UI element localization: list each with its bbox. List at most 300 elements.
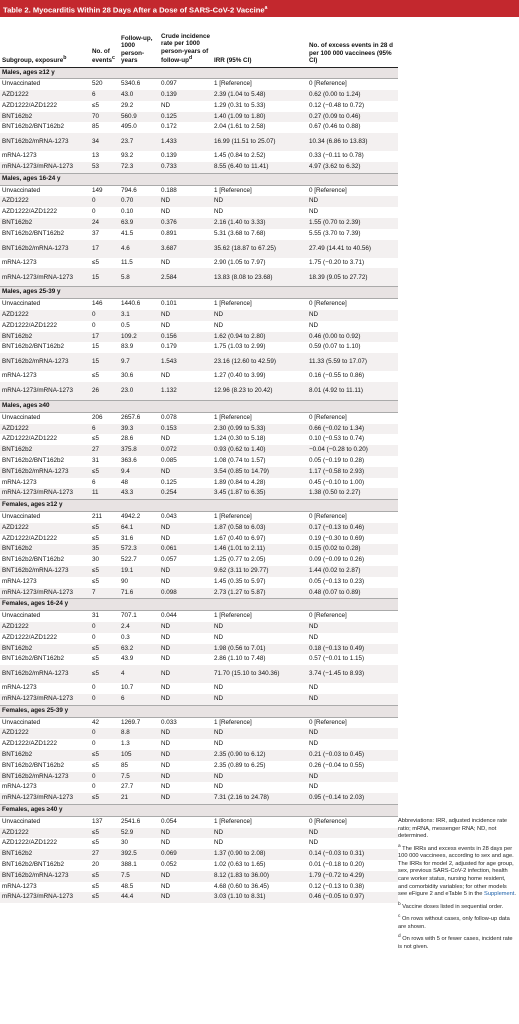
exposure-cell: AZD1222/AZD1222 (2, 321, 57, 329)
excess-cell: 27.49 (14.41 to 40.56) (307, 240, 398, 258)
section-label: Females, ages ≥12 y (0, 500, 398, 512)
events-cell: 0 (92, 740, 96, 748)
irr-cell: ND (212, 728, 307, 739)
irr-cell: 1.87 (0.58 to 6.03) (212, 523, 307, 534)
exposure-cell: BNT162b2/mRNA-1273 (0, 240, 90, 258)
exposure-cell: AZD1222 (0, 728, 90, 739)
irr-cell: 3.54 (0.85 to 14.79) (212, 467, 307, 478)
events-cell: 27 (90, 849, 119, 860)
irr-cell: 1.89 (0.84 to 4.28) (214, 478, 266, 486)
table-row (0, 310, 398, 321)
table-row (0, 728, 398, 739)
section-label: Females, ages 25-39 y (0, 705, 398, 717)
footnote-b: $^b$ Vaccine doses listed in sequential order. (398, 901, 504, 910)
exposure-cell: AZD1222/AZD1222 (2, 633, 57, 641)
section-label: Females, ages 16-24 y (0, 599, 398, 611)
exposure-cell: BNT162b2 (0, 750, 90, 761)
followup-cell: 10.7 (121, 684, 134, 692)
irr-cell: 2.39 (1.04 to 5.48) (212, 90, 307, 101)
excess-cell: 10.34 (6.86 to 13.83) (307, 133, 398, 151)
followup-cell: 109.2 (119, 332, 159, 343)
followup-cell: 707.1 (121, 612, 137, 620)
excess-cell: 8.01 (4.92 to 11.11) (307, 382, 398, 401)
table-row (0, 268, 398, 287)
excess-cell: 0.46 (−0.05 to 0.97) (307, 892, 398, 903)
col-followup: Follow-up, 1000 person-years (119, 19, 159, 67)
events-cell: ≤5 (92, 258, 99, 266)
section-header (0, 500, 398, 512)
events-cell: ≤5 (92, 101, 99, 109)
followup-cell: 0.70 (119, 196, 159, 207)
followup-cell: 31.6 (121, 534, 134, 542)
excess-cell: 0.10 (−0.53 to 0.74) (309, 435, 365, 443)
exposure-cell: mRNA-1273/mRNA-1273 (0, 162, 90, 173)
excess-cell: ND (309, 321, 319, 329)
table-row (0, 371, 398, 382)
followup-cell: 30 (121, 839, 129, 847)
exposure-cell: BNT162b2/mRNA-1273 (0, 566, 90, 577)
followup-cell: 392.5 (119, 849, 159, 860)
followup-cell: 48.5 (121, 882, 134, 890)
irr-cell: ND (214, 684, 224, 692)
irr-cell: 1.62 (0.94 to 2.80) (212, 332, 307, 343)
table-row (0, 424, 398, 435)
excess-cell: 0 [Reference] (309, 300, 347, 308)
table-row (0, 860, 398, 871)
irr-cell: 3.45 (1.87 to 6.35) (212, 488, 307, 499)
rate-cell: ND (161, 258, 171, 266)
followup-cell: 90 (121, 577, 129, 585)
rate-cell: 0.188 (161, 186, 177, 194)
table-row (0, 665, 398, 683)
rate-cell: ND (161, 740, 171, 748)
exposure-cell: BNT162b2/mRNA-1273 (0, 871, 90, 882)
irr-cell: 1.75 (1.03 to 2.99) (214, 343, 266, 351)
col-irr: IRR (95% CI) (212, 19, 307, 67)
excess-cell: 5.55 (3.70 to 7.39) (309, 229, 361, 237)
excess-cell: ND (309, 740, 319, 748)
rate-cell: ND (161, 684, 171, 692)
table-row (0, 240, 398, 258)
exposure-cell: AZD1222/AZD1222 (2, 101, 57, 109)
exposure-cell: mRNA-1273 (2, 258, 37, 266)
excess-cell: 18.39 (9.05 to 27.72) (307, 268, 398, 287)
followup-cell: 52.9 (119, 828, 159, 839)
rate-cell: 0.054 (161, 817, 177, 825)
irr-cell: 1.45 (0.35 to 5.97) (214, 577, 266, 585)
excess-cell: ND (309, 633, 319, 641)
rate-cell: ND (161, 208, 171, 216)
excess-cell: 0.12 (−0.13 to 0.38) (309, 882, 365, 890)
exposure-cell: Unvaccinated (2, 718, 41, 726)
table-row (0, 750, 398, 761)
exposure-cell: AZD1222/AZD1222 (2, 435, 57, 443)
table-row (0, 871, 398, 882)
excess-cell: ND (307, 694, 398, 705)
followup-cell: 5.8 (119, 268, 159, 287)
irr-cell: 2.35 (0.89 to 6.25) (214, 761, 266, 769)
events-cell: ≤5 (90, 793, 119, 804)
section-header (0, 599, 398, 611)
exposure-cell: Unvaccinated (2, 186, 41, 194)
followup-cell: 105 (119, 750, 159, 761)
followup-cell: 19.1 (119, 566, 159, 577)
table-row (0, 382, 398, 401)
myocarditis-table (0, 19, 398, 903)
excess-cell: 0.19 (−0.30 to 0.69) (309, 534, 365, 542)
followup-cell: 388.1 (121, 860, 137, 868)
table-row (0, 683, 398, 694)
irr-cell: 2.90 (1.05 to 7.97) (214, 258, 266, 266)
followup-cell: 43.3 (119, 488, 159, 499)
footnote-d: $^d$ On rows with 5 or fewer cases, incident rate is not given. (398, 934, 513, 950)
footnote-c: $^c$ On rows without cases, only follow-up data are shown. (398, 914, 510, 930)
table-row (0, 412, 398, 423)
followup-cell: 48 (121, 478, 129, 486)
rate-cell: ND (159, 828, 212, 839)
excess-cell: 0 [Reference] (309, 817, 347, 825)
events-cell: 6 (90, 90, 119, 101)
rate-cell: ND (159, 644, 212, 655)
events-cell: 0 (92, 633, 96, 641)
irr-cell: 1.25 (0.77 to 2.05) (214, 556, 266, 564)
table-row (0, 185, 398, 196)
rate-cell: ND (159, 750, 212, 761)
rate-cell: ND (161, 882, 171, 890)
irr-cell: 8.12 (1.83 to 36.00) (212, 871, 307, 882)
rate-cell: 0.179 (161, 343, 177, 351)
events-cell: 137 (92, 817, 103, 825)
footnote-a: $^a$ The IRRs and excess events in 28 days per 100 000 vaccinees, according to sex and age. The IRRs for model 2, adjusted for age group, sex, previous SARS-CoV-2 infection, health care worker status, nursing home resident, and comorbidity variables; for other models see eFigure 2 and eTable 5 in the Supplement. (398, 843, 516, 898)
irr-cell: 1.67 (0.40 to 6.97) (214, 534, 266, 542)
irr-cell: 2.86 (1.10 to 7.48) (214, 655, 266, 663)
table-row (0, 122, 398, 133)
events-cell: 27 (90, 445, 119, 456)
table-row (0, 229, 398, 240)
table-row (0, 112, 398, 123)
excess-cell: 0.18 (−0.13 to 0.49) (307, 644, 398, 655)
table-row (0, 445, 398, 456)
rate-cell: 0.057 (161, 556, 177, 564)
rate-cell: 0.125 (161, 478, 177, 486)
events-cell: 520 (92, 80, 103, 88)
events-cell: 15 (92, 343, 100, 351)
events-cell: 211 (92, 513, 103, 520)
events-cell: ≤5 (90, 523, 119, 534)
excess-cell: 0.95 (−0.14 to 2.03) (307, 793, 398, 804)
irr-cell: 2.35 (0.90 to 6.12) (212, 750, 307, 761)
table-row (0, 622, 398, 633)
events-cell: 6 (92, 478, 96, 486)
events-cell: 37 (92, 229, 100, 237)
irr-cell: 5.31 (3.68 to 7.68) (214, 229, 266, 237)
excess-cell: 0.66 (−0.02 to 1.34) (307, 424, 398, 435)
events-cell: 35 (90, 544, 119, 555)
events-cell: 24 (90, 218, 119, 229)
excess-cell: 0 [Reference] (309, 513, 347, 520)
followup-cell: 560.9 (119, 112, 159, 123)
followup-cell: 1440.6 (121, 300, 141, 308)
excess-cell: 0 [Reference] (309, 413, 347, 421)
irr-cell: 1.27 (0.40 to 3.99) (214, 372, 266, 380)
events-cell: ≤5 (90, 828, 119, 839)
excess-cell: 11.33 (5.59 to 17.07) (307, 353, 398, 371)
table-row (0, 342, 398, 353)
exposure-cell: BNT162b2 (0, 644, 90, 655)
events-cell: 0 (90, 728, 119, 739)
table-row (0, 488, 398, 499)
events-cell: 6 (90, 424, 119, 435)
table-row (0, 782, 398, 793)
exposure-cell: AZD1222 (0, 196, 90, 207)
followup-cell: 794.6 (121, 186, 137, 194)
exposure-cell: mRNA-1273/mRNA-1273 (0, 268, 90, 287)
section-label: Males, ages 25-39 y (0, 287, 398, 299)
rate-cell: 0.172 (161, 123, 177, 131)
table-row (0, 456, 398, 467)
exposure-cell: AZD1222/AZD1222 (2, 839, 57, 847)
rate-cell: 0.085 (161, 457, 177, 465)
followup-cell: 83.9 (121, 343, 134, 351)
rate-cell: ND (159, 310, 212, 321)
excess-cell: ND (309, 839, 319, 847)
excess-cell: −0.04 (−0.28 to 0.20) (307, 445, 398, 456)
excess-cell: 0.16 (−0.55 to 0.86) (309, 372, 365, 380)
excess-cell: ND (309, 208, 319, 216)
events-cell: ≤5 (92, 435, 99, 443)
table-row (0, 79, 398, 90)
table-title: Table 2. Myocarditis Within 28 Days After a Dose of SARS-CoV-2 Vaccine$^a$ (0, 0, 519, 17)
exposure-cell: BNT162b2/mRNA-1273 (0, 467, 90, 478)
exposure-cell: AZD1222/AZD1222 (2, 534, 57, 542)
table-row (0, 90, 398, 101)
table-row (0, 133, 398, 151)
events-cell: 0 (92, 208, 96, 216)
exposure-cell: Unvaccinated (2, 300, 41, 308)
rate-cell: 0.733 (159, 162, 212, 173)
excess-cell: ND (309, 783, 319, 791)
rate-cell: ND (159, 793, 212, 804)
events-cell: 149 (92, 186, 103, 194)
irr-cell: 7.31 (2.16 to 24.78) (212, 793, 307, 804)
followup-cell: 63.9 (119, 218, 159, 229)
followup-cell: 43.0 (119, 90, 159, 101)
rate-cell: 0.061 (159, 544, 212, 555)
events-cell: 26 (90, 382, 119, 401)
excess-cell: 0.62 (0.00 to 1.24) (307, 90, 398, 101)
exposure-cell: mRNA-1273 (2, 684, 37, 692)
events-cell: ≤5 (90, 665, 119, 683)
section-header (0, 173, 398, 185)
table-row (0, 793, 398, 804)
irr-cell: 1.46 (1.01 to 2.11) (212, 544, 307, 555)
excess-cell: 0.01 (−0.18 to 0.20) (309, 860, 365, 868)
exposure-cell: BNT162b2/BNT162b2 (2, 457, 64, 465)
exposure-cell: Unvaccinated (2, 413, 41, 421)
table-row (0, 644, 398, 655)
excess-cell: 0.45 (−0.10 to 1.00) (309, 478, 365, 486)
rate-cell: ND (161, 321, 171, 329)
rate-cell: 0.376 (159, 218, 212, 229)
followup-cell: 0.5 (121, 321, 130, 329)
exposure-cell: mRNA-1273 (2, 783, 37, 791)
excess-cell: 0 [Reference] (309, 612, 347, 620)
excess-cell: 1.44 (0.02 to 2.87) (307, 566, 398, 577)
irr-cell: 2.04 (1.61 to 2.58) (214, 123, 266, 131)
excess-cell: 0.15 (0.02 to 0.28) (307, 544, 398, 555)
followup-cell: 44.4 (119, 892, 159, 903)
supplement-link[interactable]: Supplement (484, 891, 515, 898)
exposure-cell: AZD1222/AZD1222 (2, 740, 57, 748)
exposure-cell: mRNA-1273/mRNA-1273 (0, 588, 90, 599)
events-cell: 0 (90, 310, 119, 321)
irr-cell: 1 [Reference] (214, 186, 252, 194)
table-row (0, 207, 398, 218)
table-row (0, 761, 398, 772)
exposure-cell: BNT162b2/BNT162b2 (2, 229, 64, 237)
events-cell: 15 (90, 353, 119, 371)
followup-cell: 8.8 (119, 728, 159, 739)
table-row (0, 299, 398, 310)
rate-cell: 0.052 (161, 860, 177, 868)
irr-cell: 71.70 (15.10 to 340.36) (212, 665, 307, 683)
events-cell: ≤5 (90, 566, 119, 577)
rate-cell: ND (161, 655, 171, 663)
followup-cell: 572.3 (119, 544, 159, 555)
excess-cell: 1.75 (−0.20 to 3.71) (309, 258, 365, 266)
irr-cell: 16.99 (11.51 to 25.07) (212, 133, 307, 151)
exposure-cell: AZD1222 (0, 424, 90, 435)
exposure-cell: BNT162b2 (0, 849, 90, 860)
irr-cell: ND (212, 772, 307, 783)
table-row (0, 588, 398, 599)
events-cell: 34 (90, 133, 119, 151)
events-cell: 0 (92, 321, 96, 329)
events-cell: 15 (90, 268, 119, 287)
table-row (0, 332, 398, 343)
irr-cell: 1.24 (0.30 to 5.18) (214, 435, 266, 443)
exposure-cell: AZD1222 (0, 90, 90, 101)
excess-cell: 1.55 (0.70 to 2.39) (307, 218, 398, 229)
followup-cell: 9.4 (119, 467, 159, 478)
excess-cell: 0 [Reference] (309, 186, 347, 194)
exposure-cell: BNT162b2 (0, 332, 90, 343)
irr-cell: 9.62 (3.11 to 29.77) (212, 566, 307, 577)
exposure-cell: AZD1222/AZD1222 (2, 208, 57, 216)
excess-cell: 0.14 (−0.03 to 0.31) (307, 849, 398, 860)
exposure-cell: BNT162b2 (0, 218, 90, 229)
excess-cell: 0.05 (−0.19 to 0.28) (309, 457, 365, 465)
section-header (0, 804, 398, 816)
followup-cell: 28.6 (121, 435, 134, 443)
rate-cell: 0.072 (159, 445, 212, 456)
table-row (0, 478, 398, 489)
rate-cell: 0.033 (161, 718, 177, 726)
exposure-cell: BNT162b2/mRNA-1273 (0, 772, 90, 783)
irr-cell: 1.02 (0.63 to 1.65) (214, 860, 266, 868)
col-rate: Crude incidence rate per 1000 person-years of follow-$up^d$ (159, 19, 212, 67)
events-cell: 31 (92, 612, 100, 620)
exposure-cell: Unvaccinated (2, 612, 41, 620)
exposure-cell: BNT162b2/mRNA-1273 (0, 133, 90, 151)
exposure-cell: BNT162b2 (0, 112, 90, 123)
exposure-cell: AZD1222 (0, 828, 90, 839)
followup-cell: 9.7 (119, 353, 159, 371)
irr-cell: 1.37 (0.90 to 2.08) (212, 849, 307, 860)
table-row (0, 162, 398, 173)
events-cell: 146 (92, 300, 103, 308)
irr-cell: 1.08 (0.74 to 1.57) (214, 457, 266, 465)
rate-cell: 0.078 (161, 413, 177, 421)
events-cell: 0 (90, 196, 119, 207)
rate-cell: ND (161, 761, 171, 769)
irr-cell: ND (214, 839, 224, 847)
events-cell: 42 (92, 718, 100, 726)
events-cell: 0 (90, 694, 119, 705)
exposure-cell: BNT162b2/BNT162b2 (2, 860, 64, 868)
rate-cell: ND (161, 783, 171, 791)
events-cell: 70 (90, 112, 119, 123)
rate-cell: ND (159, 566, 212, 577)
followup-cell: 2657.6 (121, 413, 141, 421)
excess-cell: ND (309, 684, 319, 692)
events-cell: ≤5 (92, 839, 99, 847)
table-row (0, 838, 398, 849)
exposure-cell: mRNA-1273/mRNA-1273 (0, 793, 90, 804)
events-cell: ≤5 (92, 534, 99, 542)
events-cell: 53 (90, 162, 119, 173)
table-row (0, 434, 398, 445)
exposure-cell: BNT162b2/BNT162b2 (2, 655, 64, 663)
footnotes (398, 818, 516, 953)
excess-cell: 0.46 (0.00 to 0.92) (307, 332, 398, 343)
rate-cell: 0.125 (159, 112, 212, 123)
table-row (0, 717, 398, 728)
rate-cell: 2.584 (159, 268, 212, 287)
followup-cell: 1269.7 (121, 718, 141, 726)
exposure-cell: BNT162b2/BNT162b2 (2, 761, 64, 769)
irr-cell: 1 [Reference] (214, 413, 252, 421)
table-row (0, 849, 398, 860)
exposure-cell: BNT162b2/mRNA-1273 (0, 353, 90, 371)
followup-cell: 4942.2 (121, 513, 141, 520)
exposure-cell: Unvaccinated (2, 817, 41, 825)
excess-cell: 4.97 (3.62 to 6.32) (307, 162, 398, 173)
table-row (0, 772, 398, 783)
rate-cell: 0.098 (159, 588, 212, 599)
rate-cell: 0.044 (161, 612, 177, 620)
followup-cell: 63.2 (119, 644, 159, 655)
events-cell: 0 (90, 622, 119, 633)
followup-cell: 363.6 (121, 457, 137, 465)
exposure-cell: AZD1222 (0, 622, 90, 633)
exposure-cell: Unvaccinated (2, 80, 41, 88)
rate-cell: ND (161, 577, 171, 585)
section-header (0, 287, 398, 299)
events-cell: ≤5 (92, 577, 99, 585)
events-cell: ≤5 (90, 644, 119, 655)
excess-cell: 0.05 (−0.13 to 0.23) (309, 577, 365, 585)
rate-cell: ND (159, 665, 212, 683)
irr-cell: 1.29 (0.31 to 5.33) (214, 101, 266, 109)
excess-cell: 0 [Reference] (309, 80, 347, 88)
followup-cell: 375.8 (119, 445, 159, 456)
events-cell: 17 (90, 240, 119, 258)
followup-cell: 4.6 (119, 240, 159, 258)
events-cell: 30 (92, 556, 100, 564)
events-cell: ≤5 (92, 761, 99, 769)
irr-cell: 2.30 (0.99 to 5.33) (212, 424, 307, 435)
